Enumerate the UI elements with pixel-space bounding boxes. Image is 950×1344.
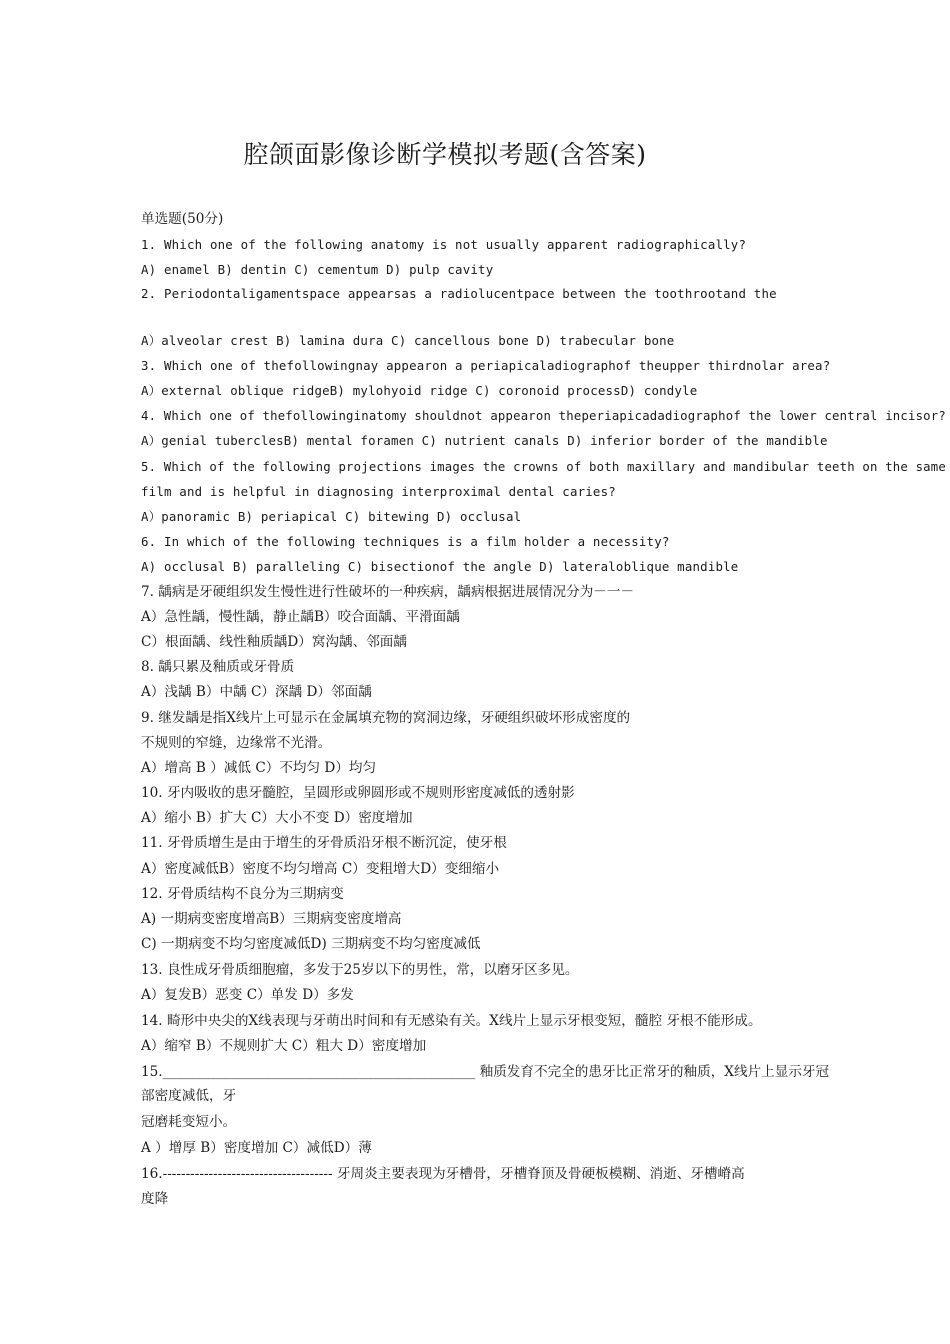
question-line: 度降 (141, 1191, 169, 1207)
question-line: 14. 畸形中央尖的X线表现与牙萌出时间和有无感染有关。X线片上显示牙根变短，髓腔 牙根不能形成。 (141, 1013, 762, 1029)
question-line: 11. 牙骨质增生是由于增生的牙骨质沿牙根不断沉淀，使牙根 (141, 835, 507, 851)
question-line: 3. Which one of thefollowingnay appearon a periapicaladiographof theupper thirdnolar area? (141, 358, 831, 373)
question-line: film and is helpful in diagnosing interproximal dental caries? (141, 484, 616, 499)
question-line: 冠磨耗变短小。 (141, 1114, 237, 1130)
options-line: A）external oblique ridgeB) mylohyoid ridge C) coronoid processD) condyle (141, 383, 698, 398)
options-line: A）密度减低B）密度不均匀增高 C）变粗增大D）变细缩小 (141, 861, 500, 877)
question-line: 9. 继发龋是指X线片上可显示在金属填充物的窝洞边缘，牙硬组织破坏形成密度的 (141, 710, 631, 726)
options-line: A）增高 B ）减低 C）不均匀 D）均匀 (141, 760, 377, 776)
options-line: A）浅龋 B）中龋 C）深龋 D）邻面龋 (141, 684, 372, 700)
options-line: A）急性龋，慢性龋，静止龋B）咬合面龋、平滑面龋 (141, 609, 460, 625)
question-line: 16.------------------------------------- 牙周炎主要表现为牙槽骨，牙槽脊顶及骨硬板模糊、消逝、牙槽嵴高 (141, 1166, 745, 1182)
question-line: 5. Which of the following projections images the crowns of both maxillary and mandibular teeth on the same (141, 459, 946, 474)
question-line: 15.______________________________________________ 釉质发育不完全的患牙比正常牙的釉质，X线片上显示牙冠 (141, 1064, 830, 1080)
section-heading: 单选题(50分) (141, 211, 224, 227)
options-line: A ）增厚 B）密度增加 C）减低D）薄 (141, 1140, 372, 1156)
options-line: A) occlusal B) paralleling C) bisectionof the angle D) lateraloblique mandible (141, 559, 739, 574)
options-line: A) enamel B) dentin C) cementum D) pulp cavity (141, 262, 494, 277)
question-line: 部密度减低，牙 (141, 1088, 237, 1104)
question-line: 8. 龋只累及釉质或牙骨质 (141, 659, 295, 675)
question-line: 12. 牙骨质结构不良分为三期病变 (141, 886, 344, 902)
question-line: 10. 牙内吸收的患牙髓腔，呈圆形或卵圆形或不规则形密度减低的透射影 (141, 785, 575, 801)
options-line: A）panoramic B) periapical C) bitewing D) occlusal (141, 509, 522, 524)
question-line: 13. 良性成牙骨质细胞瘤，多发于25岁以下的男性，常，以磨牙区多见。 (141, 962, 579, 978)
options-line: A）alveolar crest B) lamina dura C) cancellous bone D) trabecular bone (141, 333, 675, 348)
question-line: 6. In which of the following techniques is a film holder a necessity? (141, 534, 670, 549)
options-line: A) 一期病变密度增高B）三期病变密度增高 (141, 911, 402, 927)
options-line: C) 一期病变不均匀密度减低D) 三期病变不均匀密度减低 (141, 936, 481, 952)
question-line: 7. 龋病是牙硬组织发生慢性进行性破坏的一种疾病，龋病根据进展情况分为－一－ (141, 584, 635, 600)
options-line: A）缩小 B）扩大 C）大小不变 D）密度增加 (141, 810, 413, 826)
question-line: 1. Which one of the following anatomy is not usually apparent radiographically? (141, 237, 747, 252)
question-line: 2. Periodontaligamentspace appearsas a radiolucentpace between the toothrootand the (141, 286, 777, 301)
options-line: A）复发B）恶变 C）单发 D）多发 (141, 987, 354, 1003)
options-line: A）genial tuberclesB) mental foramen C) nutrient canals D) inferior border of the mandible (141, 433, 828, 448)
question-line: 不规则的窄缝，边缘常不光滑。 (141, 735, 332, 751)
options-line: A）缩窄 B）不规则扩大 C）粗大 D）密度增加 (141, 1038, 427, 1054)
document-title: 腔颌面影像诊断学模拟考题(含答案) (243, 140, 647, 169)
question-line: 4. Which one of thefollowinginatomy shouldnot appearon theperiapicadadiographof the lower central incisor? (141, 408, 946, 423)
options-line: C）根面龋、线性釉质龋D）窝沟龋、邻面龋 (141, 634, 407, 650)
